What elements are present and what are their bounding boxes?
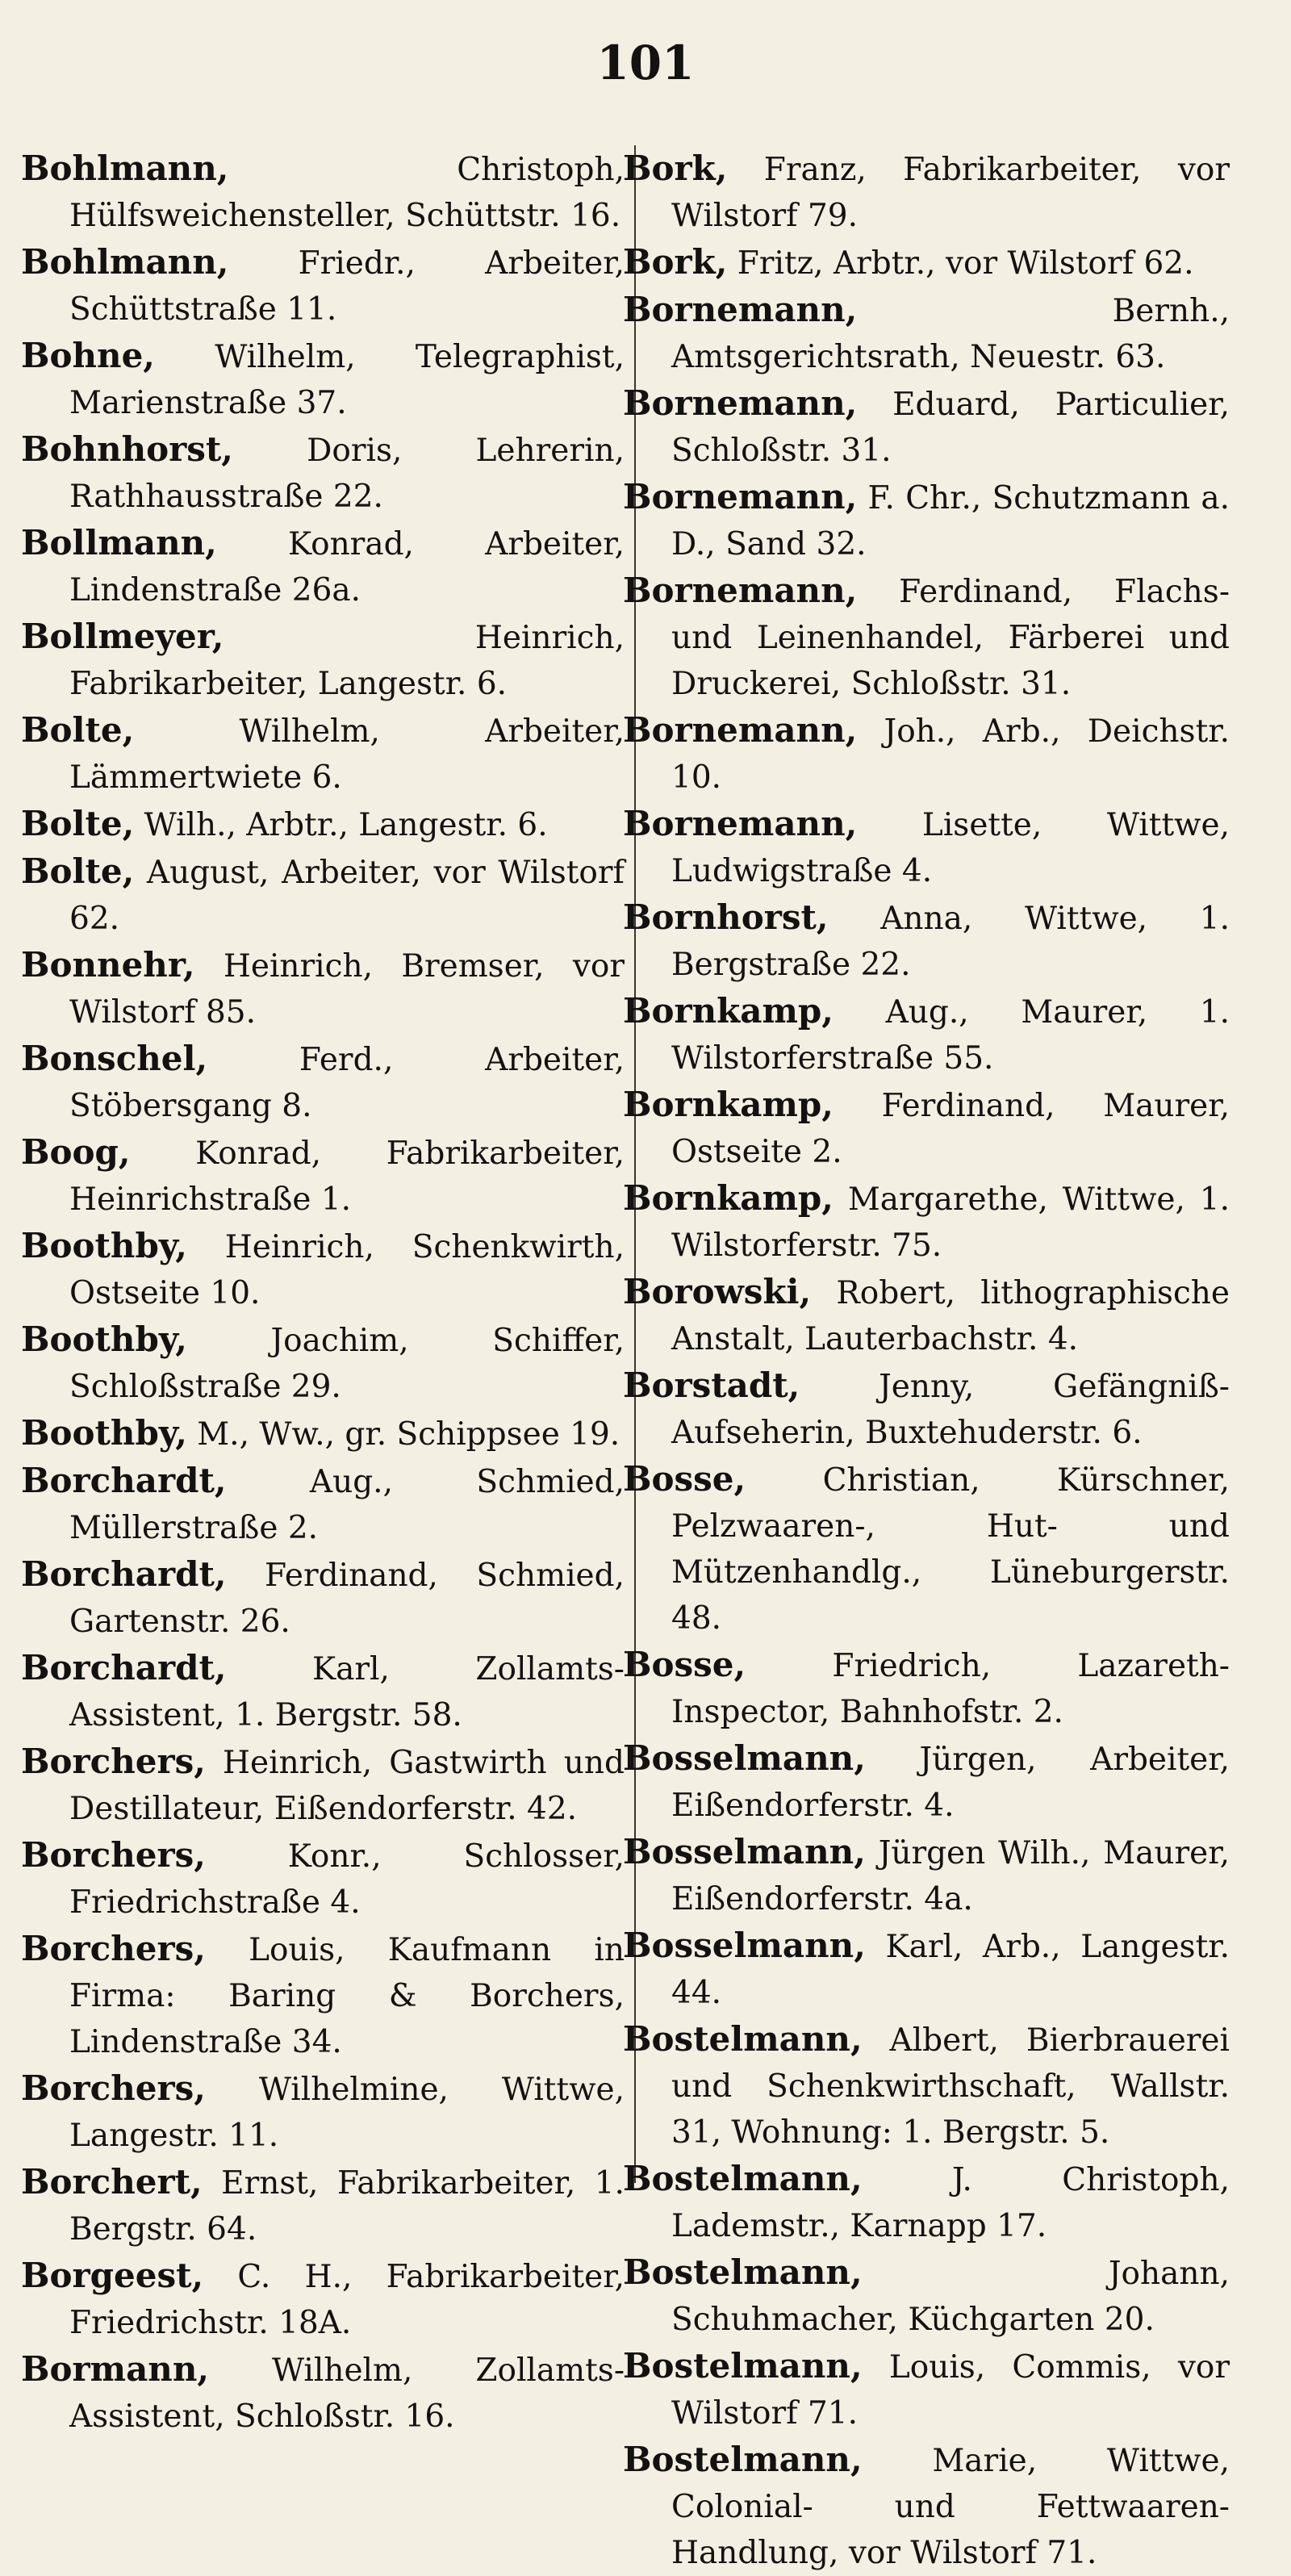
- entry-details: Ferdinand, Flachs- und Leinenhandel, Färberei und Druckerei, Schloßstr. 31.: [671, 574, 1230, 702]
- entry-details: Louis, Commis, vor Wilstorf 71.: [671, 2349, 1230, 2432]
- entry-details: Ferdinand, Maurer, Ostseite 2.: [671, 1088, 1230, 1170]
- directory-entry: [616, 1922, 1230, 2016]
- directory-entry: [21, 1410, 625, 1457]
- directory-entry: [21, 1926, 625, 2065]
- entry-details: Marie, Wittwe, Colonial- und Fettwaaren-Handlung, vor Wilstorf 71.: [671, 2443, 1230, 2571]
- entry-details: Heinrich, Schenkwirth, Ostseite 10.: [69, 1229, 625, 1311]
- entry-details: J. Christoph, Lademstr., Karnapp 17.: [671, 2162, 1230, 2244]
- entry-surname: Bohlmann,: [21, 242, 229, 282]
- directory-entry: [616, 1735, 1230, 1829]
- entry-surname: Boog,: [21, 1132, 131, 1172]
- directory-entry: [616, 286, 1230, 380]
- directory-entry: [616, 1175, 1230, 1269]
- entry-surname: Boothby,: [21, 1413, 187, 1453]
- directory-entry: [21, 1457, 625, 1551]
- entry-details: Christoph, Hülfsweichensteller, Schüttstr. 16.: [69, 152, 625, 234]
- entry-surname: Bornemann,: [623, 477, 858, 516]
- entry-details: Konrad, Fabrikarbeiter, Heinrichstraße 1.: [69, 1135, 625, 1218]
- entry-surname: Bostelmann,: [623, 2252, 863, 2292]
- directory-entry: [21, 426, 625, 520]
- entry-details: Friedrich, Lazareth-Inspector, Bahnhofstr. 2.: [671, 1648, 1230, 1730]
- entry-surname: Bosse,: [623, 1645, 746, 1684]
- directory-entry: [616, 1081, 1230, 1175]
- entry-details: Friedr., Arbeiter, Schüttstraße 11.: [69, 245, 625, 328]
- entry-surname: Bornemann,: [623, 290, 858, 329]
- entry-surname: Bohne,: [21, 336, 155, 375]
- entry-details: F. Chr., Schutzmann a. D., Sand 32.: [671, 480, 1230, 562]
- entry-surname: Bosselmann,: [623, 1832, 866, 1871]
- entry-details: Anna, Wittwe, 1. Bergstraße 22.: [671, 901, 1230, 983]
- entry-surname: Borchers,: [21, 2068, 206, 2108]
- entry-details: Wilhelm, Zollamts-Assistent, Schloßstr. 16.: [69, 2352, 625, 2435]
- directory-entry: [21, 145, 625, 239]
- directory-entry: [21, 801, 625, 848]
- entry-details: Ferdinand, Schmied, Gartenstr. 26.: [69, 1558, 625, 1640]
- entry-details: Bernh., Amtsgerichtsrath, Neuestr. 63.: [671, 293, 1230, 375]
- directory-entry: [616, 1641, 1230, 1735]
- directory-entry: [21, 1645, 625, 1738]
- entry-surname: Bolte,: [21, 710, 135, 750]
- entry-surname: Borchers,: [21, 1929, 206, 1968]
- directory-entry: [21, 332, 625, 426]
- entry-details: Johann, Schuhmacher, Küchgarten 20.: [671, 2256, 1230, 2338]
- entry-details: Heinrich, Gastwirth und Destillateur, Eißendorferstr. 42.: [69, 1745, 625, 1827]
- entry-surname: Bornemann,: [623, 571, 858, 610]
- directory-entry: [21, 2346, 625, 2440]
- directory-entry: [616, 567, 1230, 707]
- directory-entry: [21, 942, 625, 1035]
- directory-entry: [21, 2065, 625, 2159]
- entry-surname: Borchardt,: [21, 1554, 227, 1594]
- directory-entry: [616, 707, 1230, 801]
- entry-surname: Bolte,: [21, 804, 135, 843]
- entry-surname: Bostelmann,: [623, 2440, 863, 2479]
- entry-details: Aug., Schmied, Müllerstraße 2.: [69, 1464, 625, 1546]
- entry-surname: Bolte,: [21, 851, 135, 891]
- directory-entry: [616, 894, 1230, 988]
- entry-details: Eduard, Particulier, Schloßstr. 31.: [671, 387, 1230, 469]
- entry-surname: Bosse,: [623, 1459, 746, 1499]
- entry-details: C. H., Fabrikarbeiter, Friedrichstr. 18A.: [69, 2259, 625, 2341]
- directory-entry: [616, 1456, 1230, 1641]
- directory-entry: [616, 801, 1230, 894]
- entry-details: Albert, Bierbrauerei und Schenkwirthschaft, Wallstr. 31, Wohnung: 1. Bergstr. 5.: [671, 2022, 1230, 2151]
- directory-entry: [21, 707, 625, 801]
- directory-entry: [616, 1829, 1230, 1922]
- entry-details: Jürgen, Arbeiter, Eißendorferstr. 4.: [671, 1742, 1230, 1824]
- directory-entry: [21, 520, 625, 613]
- entry-details: Jenny, Gefängniß-Aufseherin, Buxtehuderstr. 6.: [671, 1369, 1230, 1451]
- directory-entry: [21, 1551, 625, 1645]
- page-number: 101: [596, 36, 695, 90]
- entry-details: Heinrich, Bremser, vor Wilstorf 85.: [69, 948, 625, 1031]
- entry-details: Margarethe, Wittwe, 1. Wilstorferstr. 75.: [671, 1181, 1230, 1264]
- directory-entry: [616, 2016, 1230, 2156]
- entry-details: Wilhelm, Arbeiter, Lämmertwiete 6.: [69, 713, 625, 796]
- directory-entry: [21, 613, 625, 707]
- entry-details: Wilhelm, Telegraphist, Marienstraße 37.: [69, 339, 625, 421]
- entry-details: Lisette, Wittwe, Ludwigstraße 4.: [671, 807, 1230, 889]
- entry-surname: Bostelmann,: [623, 2159, 863, 2198]
- directory-entry: [616, 988, 1230, 1081]
- directory-entry: [21, 2159, 625, 2252]
- entry-details: Ferd., Arbeiter, Stöbersgang 8.: [69, 1042, 625, 1124]
- directory-entry: [616, 1269, 1230, 1362]
- entry-surname: Bohlmann,: [21, 148, 229, 188]
- entry-surname: Bosselmann,: [623, 1926, 866, 1965]
- entry-details: Aug., Maurer, 1. Wilstorferstraße 55.: [671, 994, 1230, 1077]
- directory-entry: [21, 239, 625, 332]
- entry-surname: Bornhorst,: [623, 897, 829, 937]
- entry-details: Doris, Lehrerin, Rathhausstraße 22.: [69, 433, 625, 515]
- entry-surname: Borgeest,: [21, 2256, 204, 2295]
- entry-surname: Bornkamp,: [623, 1085, 834, 1124]
- entry-details: Louis, Kaufmann in Firma: Baring & Borchers, Lindenstraße 34.: [69, 1932, 625, 2060]
- entry-surname: Borchardt,: [21, 1648, 227, 1687]
- entry-surname: Bornemann,: [623, 804, 858, 843]
- directory-entry: [21, 1832, 625, 1926]
- entry-surname: Bostelmann,: [623, 2019, 863, 2059]
- entry-details: Joachim, Schiffer, Schloßstraße 29.: [69, 1323, 625, 1405]
- entry-surname: Bornemann,: [623, 710, 858, 750]
- entry-surname: Borchardt,: [21, 1461, 227, 1500]
- directory-entry: [616, 1362, 1230, 1456]
- entry-details: Konr., Schlosser, Friedrichstraße 4.: [69, 1838, 625, 1921]
- entry-surname: Bohnhorst,: [21, 429, 233, 469]
- directory-entry: [616, 2249, 1230, 2343]
- entry-details: Karl, Zollamts-Assistent, 1. Bergstr. 58.: [69, 1651, 625, 1733]
- directory-entry: [21, 848, 625, 942]
- entry-surname: Bollmeyer,: [21, 617, 224, 656]
- entry-surname: Bork,: [623, 148, 728, 188]
- entry-surname: Borchert,: [21, 2162, 203, 2202]
- directory-entry: [21, 1129, 625, 1223]
- entry-details: Jürgen Wilh., Maurer, Eißendorferstr. 4a.: [671, 1835, 1230, 1917]
- entry-details: Christian, Kürschner, Pelzwaaren-, Hut- und Mützenhandlg., Lüneburgerstr. 48.: [671, 1462, 1230, 1637]
- directory-entry: [21, 2252, 625, 2346]
- entry-details: Joh., Arb., Deichstr. 10.: [671, 713, 1230, 796]
- entry-details: Ernst, Fabrikarbeiter, 1. Bergstr. 64.: [69, 2165, 625, 2248]
- directory-entry: [616, 2156, 1230, 2249]
- directory-entry: [616, 474, 1230, 567]
- entry-surname: Bonschel,: [21, 1039, 208, 1078]
- directory-entry: [616, 2436, 1230, 2576]
- entry-surname: Bork,: [623, 242, 728, 282]
- entry-details: Franz, Fabrikarbeiter, vor Wilstorf 79.: [671, 152, 1230, 234]
- right-column: [616, 145, 1230, 2576]
- entry-surname: Borchers,: [21, 1742, 206, 1781]
- entry-surname: Bornkamp,: [623, 1178, 834, 1218]
- directory-entry: [616, 380, 1230, 474]
- directory-entry: [21, 1738, 625, 1832]
- directory-entry: [616, 2343, 1230, 2436]
- entry-surname: Bornemann,: [623, 383, 858, 423]
- entry-details: Robert, lithographische Anstalt, Lauterbachstr. 4.: [671, 1275, 1230, 1357]
- entry-surname: Bosselmann,: [623, 1738, 866, 1778]
- directory-entry: [21, 1223, 625, 1316]
- entry-surname: Bonnehr,: [21, 945, 195, 985]
- directory-entry: [616, 239, 1230, 286]
- entry-details: Wilh., Arbtr., Langestr. 6.: [134, 807, 548, 843]
- entry-details: August, Arbeiter, vor Wilstorf 62.: [69, 855, 625, 937]
- left-column: [21, 145, 625, 2440]
- directory-entry: [21, 1035, 625, 1129]
- entry-surname: Bollmann,: [21, 523, 217, 562]
- directory-entry: [21, 1316, 625, 1410]
- entry-details: Fritz, Arbtr., vor Wilstorf 62.: [727, 245, 1194, 282]
- entry-surname: Borstadt,: [623, 1365, 800, 1405]
- entry-surname: Borchers,: [21, 1835, 206, 1875]
- entry-surname: Bormann,: [21, 2349, 209, 2389]
- entry-details: M., Ww., gr. Schippsee 19.: [186, 1416, 620, 1453]
- entry-details: Wilhelmine, Wittwe, Langestr. 11.: [69, 2072, 625, 2154]
- directory-entry: [616, 145, 1230, 239]
- entry-surname: Boothby,: [21, 1226, 187, 1265]
- entry-surname: Borowski,: [623, 1272, 812, 1311]
- entry-surname: Bornkamp,: [623, 991, 834, 1031]
- entry-details: Konrad, Arbeiter, Lindenstraße 26a.: [69, 526, 625, 608]
- entry-surname: Bostelmann,: [623, 2346, 863, 2386]
- entry-details: Heinrich, Fabrikarbeiter, Langestr. 6.: [69, 620, 625, 702]
- entry-surname: Boothby,: [21, 1319, 187, 1359]
- entry-details: Karl, Arb., Langestr. 44.: [671, 1929, 1230, 2011]
